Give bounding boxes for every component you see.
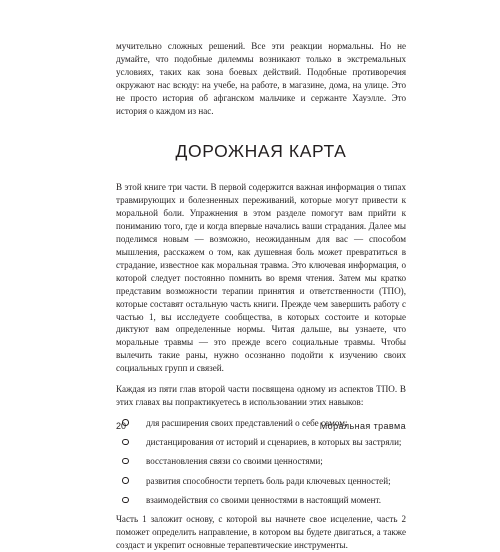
list-item (116, 494, 406, 507)
list-item (116, 436, 406, 449)
section-heading: ДОРОЖНАЯ КАРТА (175, 141, 347, 162)
circle-bullet-icon (122, 439, 129, 446)
paragraph-part-two-intro: Каждая из пяти глав второй части посвящена одному из аспектов ТПО. В этих главах вы попрактикуетесь в использовании этих навыков: (116, 384, 406, 407)
list-item (116, 455, 406, 468)
list-item-text: взаимодействия со своими ценностями в настоящий момент. (146, 495, 382, 506)
circle-bullet-icon (122, 458, 129, 465)
page-content (116, 40, 406, 552)
circle-bullet-icon (122, 477, 129, 484)
list-item-text: для расширения своих представлений о себе самом; (146, 417, 348, 428)
paragraph-closing: Часть 1 заложит основу, с которой вы начнете свое исцеление, часть 2 поможет определить направление, в котором вы будете двигаться, а также создаст и укрепит основные терапевтические инструменты. (116, 514, 406, 551)
list-item-text: дистанцирования от историй и сценариев, в которых вы застряли; (146, 437, 402, 448)
list-item-text: восстановления связи со своими ценностями; (146, 456, 323, 467)
top-paragraph: мучительно сложных решений. Все эти реакции нормальны. Но не думайте, что подобные дилеммы возникают только в экстремальных условиях, таких как зона боевых действий. Подобные противоречия окружают нас всюду: на учебе, на работе, в магазине, дома, на улице. Это не просто история об афганском мальчике и сержанте Хауэлле. Это история о каждом из нас. (116, 41, 406, 116)
page-number: 20 (116, 421, 127, 431)
list-item (116, 475, 406, 488)
paragraph-part-overview: В этой книге три части. В первой содержится важная информация о типах травмирующих и болезненных переживаний, которые могут привести к моральной боли. Упражнения в этом разделе помогут вам прийти к пониманию того, где и когда впервые начались ваши страдания. Далее мы поделимся новым — возможно, неожиданным для вас — способом мышления, расскажем о том, как душевная боль может превратиться в страдание, известное как моральная травма. Это ключевая информация, о которой следует постоянно помнить во время чтения. Затем мы кратко представим возможности терапии принятия и ответственности (ТПО), которые составят остальную часть книги. Прежде чем завершить работу с частью 1, вы исследуете сообщества, в которых состоите и которые диктуют вам определенные нормы. Читая дальше, вы узнаете, что моральные травмы — это прежде всего социальные травмы. Чтобы вылечить такие раны, нужно осознанно подойти к изучению своих социальных групп и связей. (116, 182, 406, 374)
list-item-text: развития способности терпеть боль ради ключевых ценностей; (146, 475, 391, 486)
running-title: Моральная травма (319, 421, 406, 431)
